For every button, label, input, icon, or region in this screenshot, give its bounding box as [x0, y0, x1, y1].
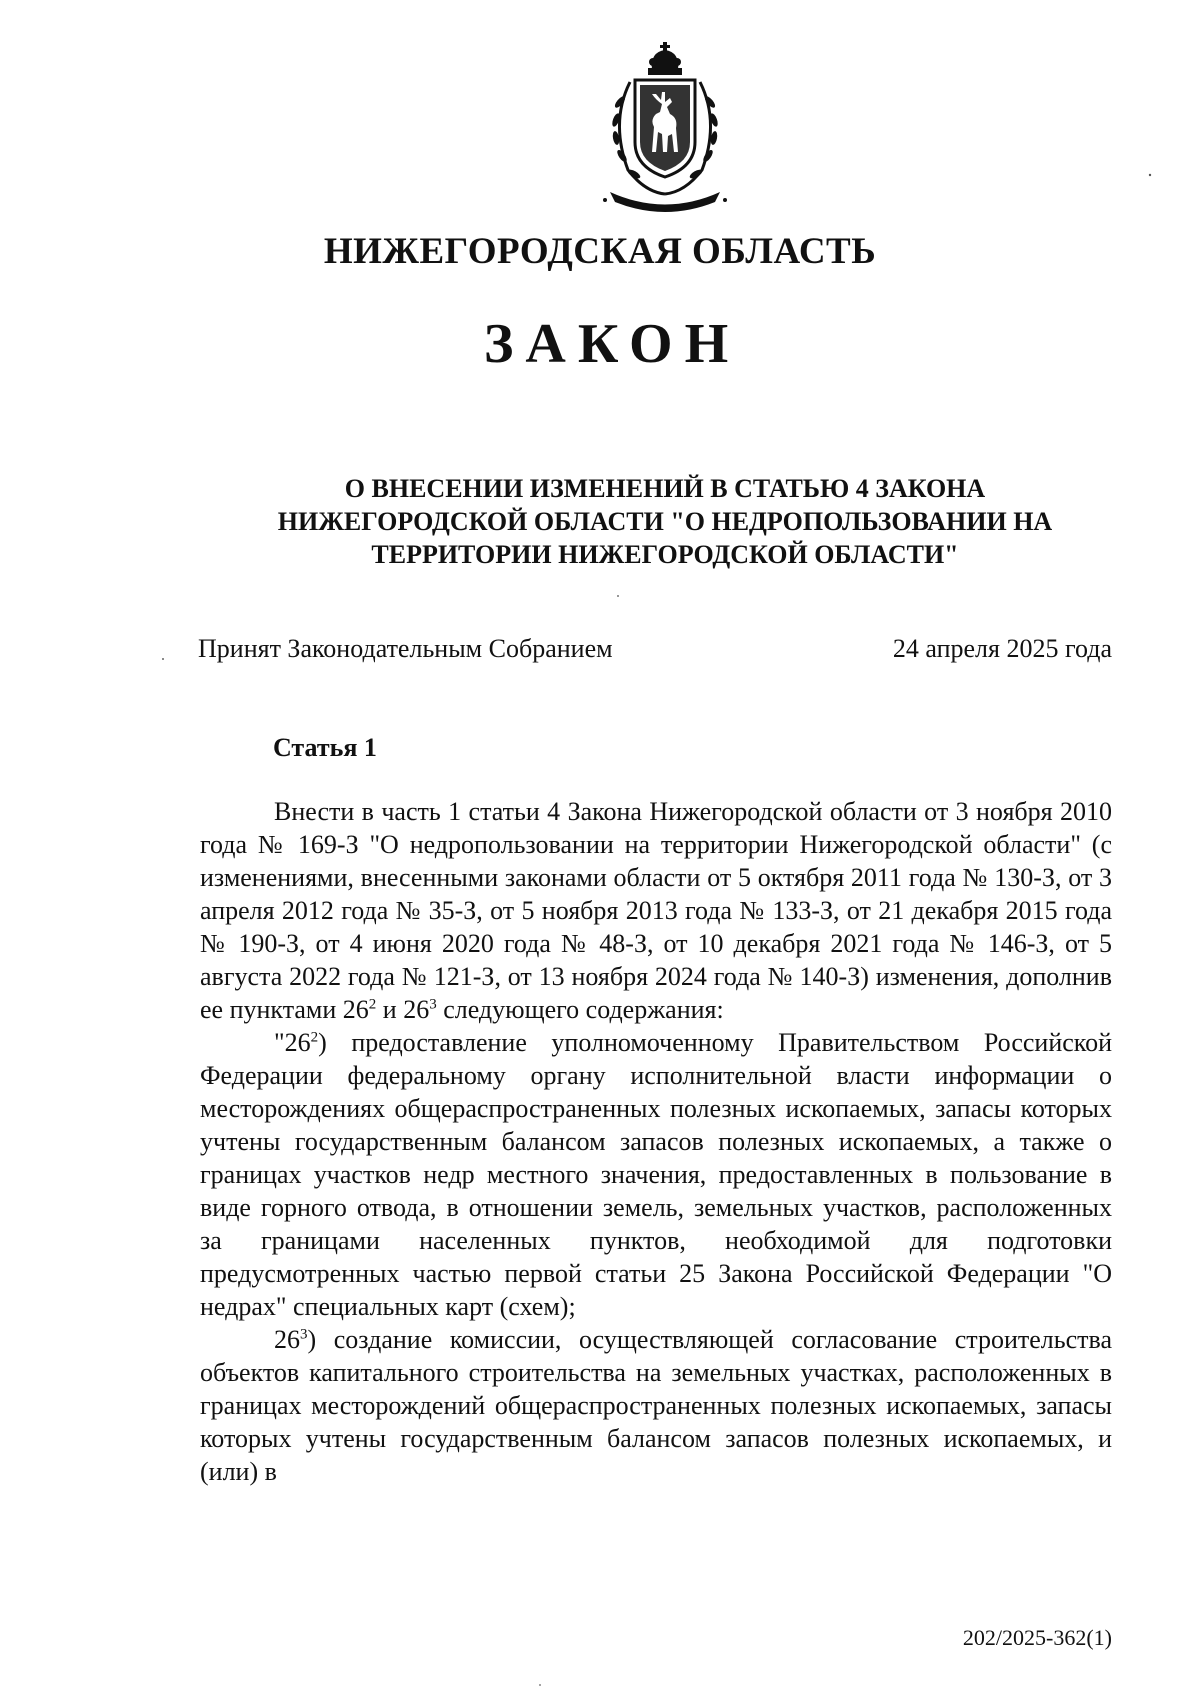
article-intro-paragraph: Внести в часть 1 статьи 4 Закона Нижегородской области от 3 ноября 2010 года № 169-З "О недропользовании на территории Нижегородской области" (с изменениями, внесенными законами области от 5 октября 2011 года № 130-З, от 3 апреля 2012 года № 35-З, от 5 ноября 2013 года № 133-З, от 21 декабря 2015 года № 190-З, от 4 июня 2020 года № 48-З, от 10 декабря 2021 года № 146-З, от 5 августа 2022 года № 121-З, от 13 ноября 2024 года № 140-З) изменения, дополнив ее пунктами $26^2$ и $26^3$ следующего содержания:	[200, 797, 1112, 1024]
document-type-title: ЗАКОН	[483, 313, 741, 375]
item-26-2-paragraph: "$26^2$) предоставление уполномоченному Правительством Российской Федерации федеральному органу исполнительной власти информации о месторождениях общераспространенных полезных ископаемых, запасы которых учтены государственным балансом запасов полезных ископаемых, а также о границах участков недр местного значения, предоставленных в пользование в виде горного отвода, в отношении земель, земельных участков, расположенных за границами населенных пунктов, необходимой для подготовки предусмотренных частью первой статьи 25 Закона Российской Федерации "О недрах" специальных карт (схем);	[200, 1028, 1112, 1321]
document-reference-number: 202/2025-362(1)	[962, 1625, 1112, 1650]
item-26-3-paragraph: $26^3$) создание комиссии, осуществляющей согласование строительства объектов капитального строительства на земельных участках, расположенных в границах месторождений общераспространенных полезных ископаемых, запасы которых учтены государственным балансом запасов полезных ископаемых, и (или) в	[200, 1325, 1112, 1486]
law-subject	[200, 472, 1130, 571]
subject-line: НИЖЕГОРОДСКОЙ ОБЛАСТИ "О НЕДРОПОЛЬЗОВАНИИ НА	[277, 507, 1053, 536]
article-body	[200, 795, 1112, 1488]
article-heading: Статья 1	[273, 733, 377, 762]
region-title: НИЖЕГОРОДСКАЯ ОБЛАСТЬ	[323, 231, 877, 272]
adopted-by: Принят Законодательным Собранием	[198, 634, 613, 663]
subject-line: О ВНЕСЕНИИ ИЗМЕНЕНИЙ В СТАТЬЮ 4 ЗАКОНА	[344, 474, 986, 503]
subject-line: ТЕРРИТОРИИ НИЖЕГОРОДСКОЙ ОБЛАСТИ"	[371, 540, 959, 569]
coat-of-arms-icon	[590, 42, 740, 212]
adoption-date: 24 апреля 2025 года	[892, 634, 1112, 663]
